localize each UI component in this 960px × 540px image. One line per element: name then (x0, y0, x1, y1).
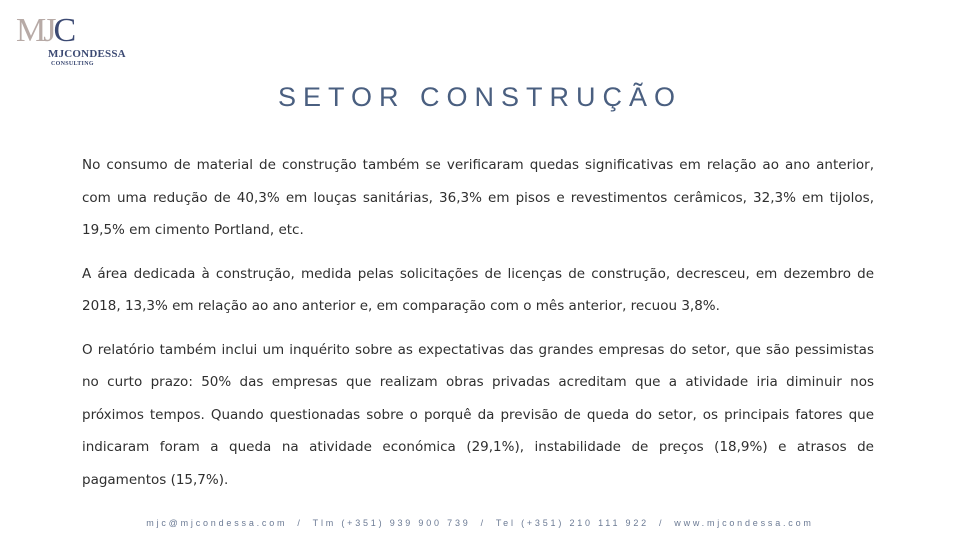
footer-email: mjc@mjcondessa.com (146, 518, 288, 528)
slide-title: SETOR CONSTRUÇÃO (277, 82, 683, 112)
footer-separator: / (297, 518, 303, 528)
logo-monogram-c: C (53, 12, 74, 49)
footer-phone: Tel (+351) 210 111 922 (495, 518, 649, 528)
paragraph-material-consumption: No consumo de material de construção também se verificaram quedas significativas em relação ao ano anterior, com uma redução de 40,3% em louças sanitárias, 36,3% em pisos e revestimentos cerâmicos, 32,3% em tijolos, 19,5% em cimento Portland, etc. (82, 157, 874, 238)
company-logo (16, 14, 126, 74)
footer-contact (0, 518, 960, 528)
paragraph-survey-expectations: O relatório também inclui um inquérito sobre as expectativas das grandes empresas do setor, que são pessimistas no curto prazo: 50% das empresas que realizam obras privadas acreditam que a atividade iria diminuir nos próximos tempos. Quando questionadas sobre o porquê da previsão de queda do setor, os principais fatores que indicaram foram a queda na atividade económica (29,1%), instabilidade de preços (18,9%) e atrasos de pagamentos (15,7%). (82, 341, 874, 488)
footer-separator: / (480, 518, 486, 528)
logo-company-name: MJCONDESSA (48, 48, 126, 60)
logo-tagline: CONSULTING (51, 61, 94, 67)
footer-separator: / (658, 518, 665, 528)
footer-mobile: Tlm (+351) 939 900 739 (312, 518, 471, 528)
logo-monogram-m: M (16, 12, 44, 49)
paragraph-construction-area: A área dedicada à construção, medida pelas solicitações de licenças de construção, decresceu, em dezembro de 2018, 13,3% em relação ao ano anterior e, em comparação com o mês anterior, recuou 3,8%. (82, 265, 874, 314)
logo-monogram (16, 14, 73, 48)
logo-monogram-j: J (43, 12, 54, 49)
footer-website: www.mjcondessa.com (674, 518, 814, 528)
body-text (82, 149, 874, 507)
